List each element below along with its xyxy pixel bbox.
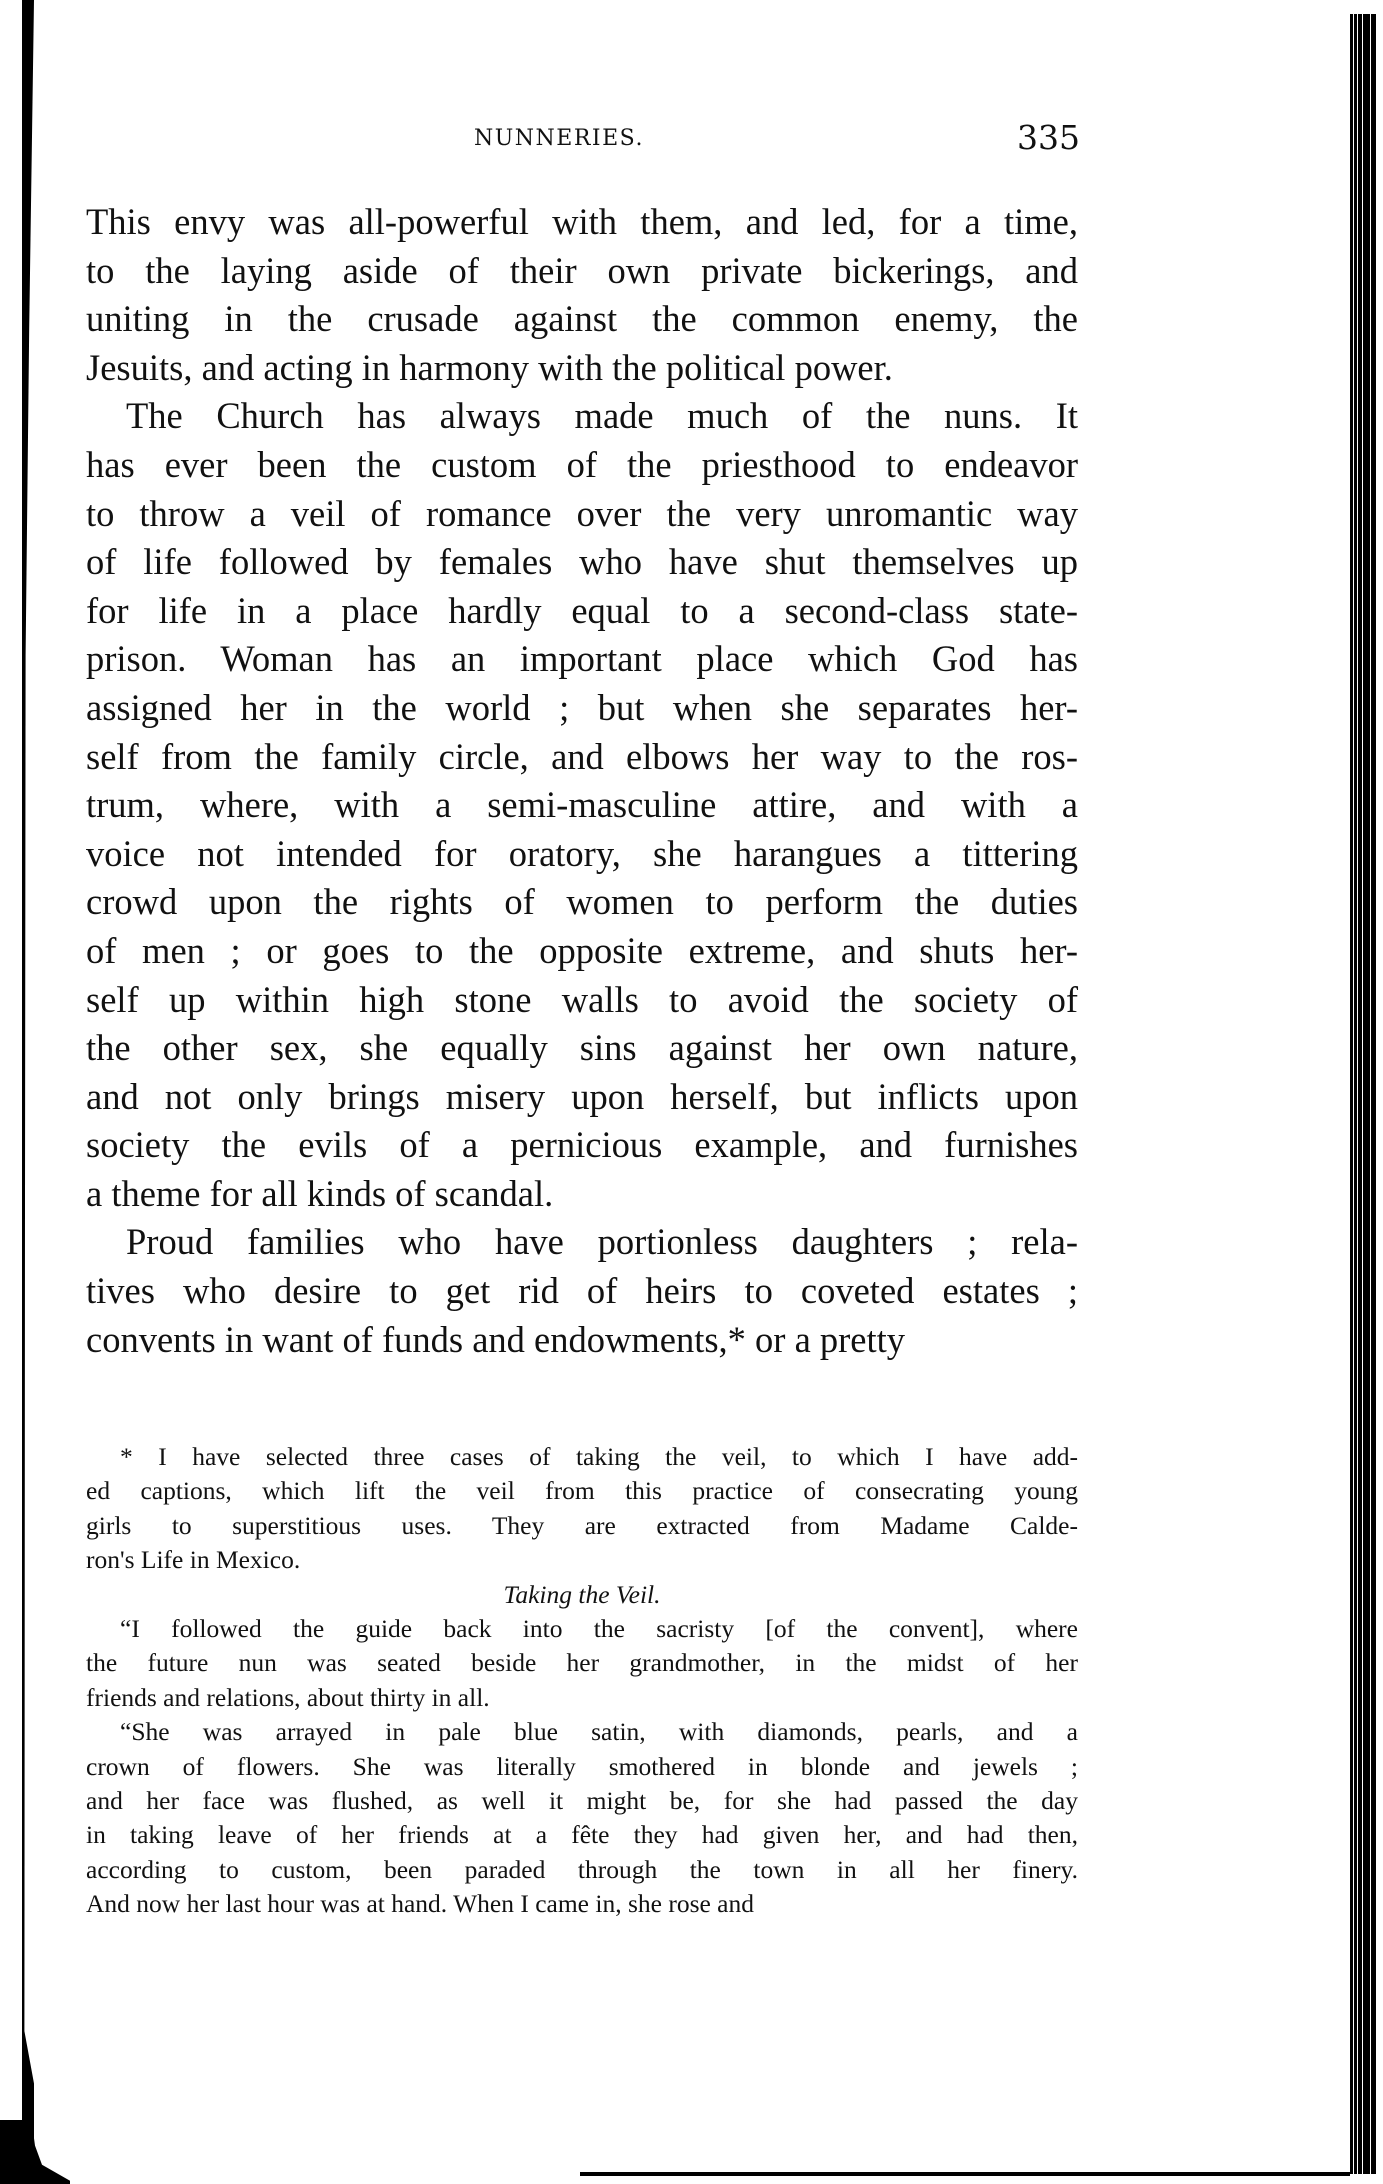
footnote-quote-line: “I followed the guide back into the sacristy [of the convent], where [120, 1614, 1078, 1644]
footnote-quote-line: and her face was flushed, as well it might be, for she had passed the day [86, 1786, 1078, 1816]
footnote-intro [86, 1440, 1078, 1578]
footnote-quote-line: And now her last hour was at hand. When I came in, she rose and [86, 1889, 755, 1919]
body-text [86, 198, 1078, 1364]
body-line: trum, where, with a semi-masculine attire, and with a [86, 784, 1078, 826]
footnote-quotes [86, 1612, 1078, 1922]
body-line: The Church has always made much of the nuns. It [126, 395, 1078, 437]
body-line: to the laying aside of their own private bickerings, and [86, 249, 1078, 291]
body-line: of men ; or goes to the opposite extreme, and shuts her- [86, 929, 1078, 971]
body-line: of life followed by females who have shut themselves up [86, 541, 1078, 583]
footnote-quote-paragraph [86, 1715, 1078, 1921]
footnote-quote-line: crown of flowers. She was literally smothered in blonde and jewels ; [86, 1751, 1078, 1781]
body-line: prison. Woman has an important place which God has [86, 638, 1078, 680]
running-head [0, 118, 1383, 158]
body-line: self from the family circle, and elbows her way to the ros- [86, 735, 1078, 777]
footnote-line: girls to superstitious uses. They are extracted from Madame Calde- [86, 1510, 1078, 1540]
body-paragraph [86, 198, 1078, 392]
body-line: convents in want of funds and endowments,* or a pretty [86, 1318, 906, 1360]
footnote-line: ed captions, which lift the veil from this practice of consecrating young [86, 1476, 1078, 1506]
body-line: and not only brings misery upon herself, but inflicts upon [86, 1075, 1078, 1117]
body-line: voice not intended for oratory, she harangues a tittering [86, 832, 1078, 874]
footnote-paragraph [86, 1440, 1078, 1578]
footnote-quote-line: in taking leave of her friends at a fête they had given her, and had then, [86, 1820, 1078, 1850]
body-line: assigned her in the world ; but when she separates her- [86, 686, 1078, 728]
footnote-quote-line: friends and relations, about thirty in all. [86, 1682, 490, 1712]
page-binding-strip [1350, 14, 1376, 2174]
body-line: uniting in the crusade against the common enemy, the [86, 298, 1078, 340]
body-line: the other sex, she equally sins against her own nature, [86, 1027, 1078, 1069]
footnote-quote-line: according to custom, been paraded through the town in all her finery. [86, 1854, 1078, 1884]
footnote-line: ron's Life in Mexico. [86, 1545, 301, 1575]
body-line: Jesuits, and acting in harmony with the political power. [86, 346, 893, 388]
page-bottom-left-corner-shadow [0, 2120, 70, 2184]
page-number: 335 [1017, 118, 1080, 157]
body-line: Proud families who have portionless daughters ; rela- [126, 1221, 1078, 1263]
footnote-quote-line: the future nun was seated beside her grandmother, in the midst of her [86, 1648, 1078, 1678]
page-bottom-edge [580, 2172, 1350, 2176]
body-line: has ever been the custom of the priesthood to endeavor [86, 443, 1078, 485]
body-line: self up within high stone walls to avoid the society of [86, 978, 1078, 1020]
body-line: society the evils of a pernicious example, and furnishes [86, 1124, 1078, 1166]
running-title: NUNNERIES. [474, 126, 644, 151]
footnote-quote-line: “She was arrayed in pale blue satin, with diamonds, pearls, and a [120, 1717, 1078, 1747]
body-line: to throw a veil of romance over the very unromantic way [86, 492, 1078, 534]
body-paragraph [86, 392, 1078, 1218]
footnote-quote-paragraph [86, 1612, 1078, 1715]
footnote-heading: Taking the Veil. [503, 1579, 661, 1609]
body-line: crowd upon the rights of women to perform the duties [86, 881, 1078, 923]
body-line: tives who desire to get rid of heirs to coveted estates ; [86, 1270, 1078, 1312]
body-line: for life in a place hardly equal to a second-class state- [86, 589, 1078, 631]
body-paragraph [86, 1218, 1078, 1364]
page-left-shadow-edge [22, 0, 34, 2184]
body-line: This envy was all-powerful with them, and led, for a time, [86, 201, 1078, 242]
footnote-line: * I have selected three cases of taking the veil, to which I have add- [120, 1442, 1078, 1471]
footnote-block [86, 1440, 1078, 1922]
body-line: a theme for all kinds of scandal. [86, 1172, 554, 1214]
